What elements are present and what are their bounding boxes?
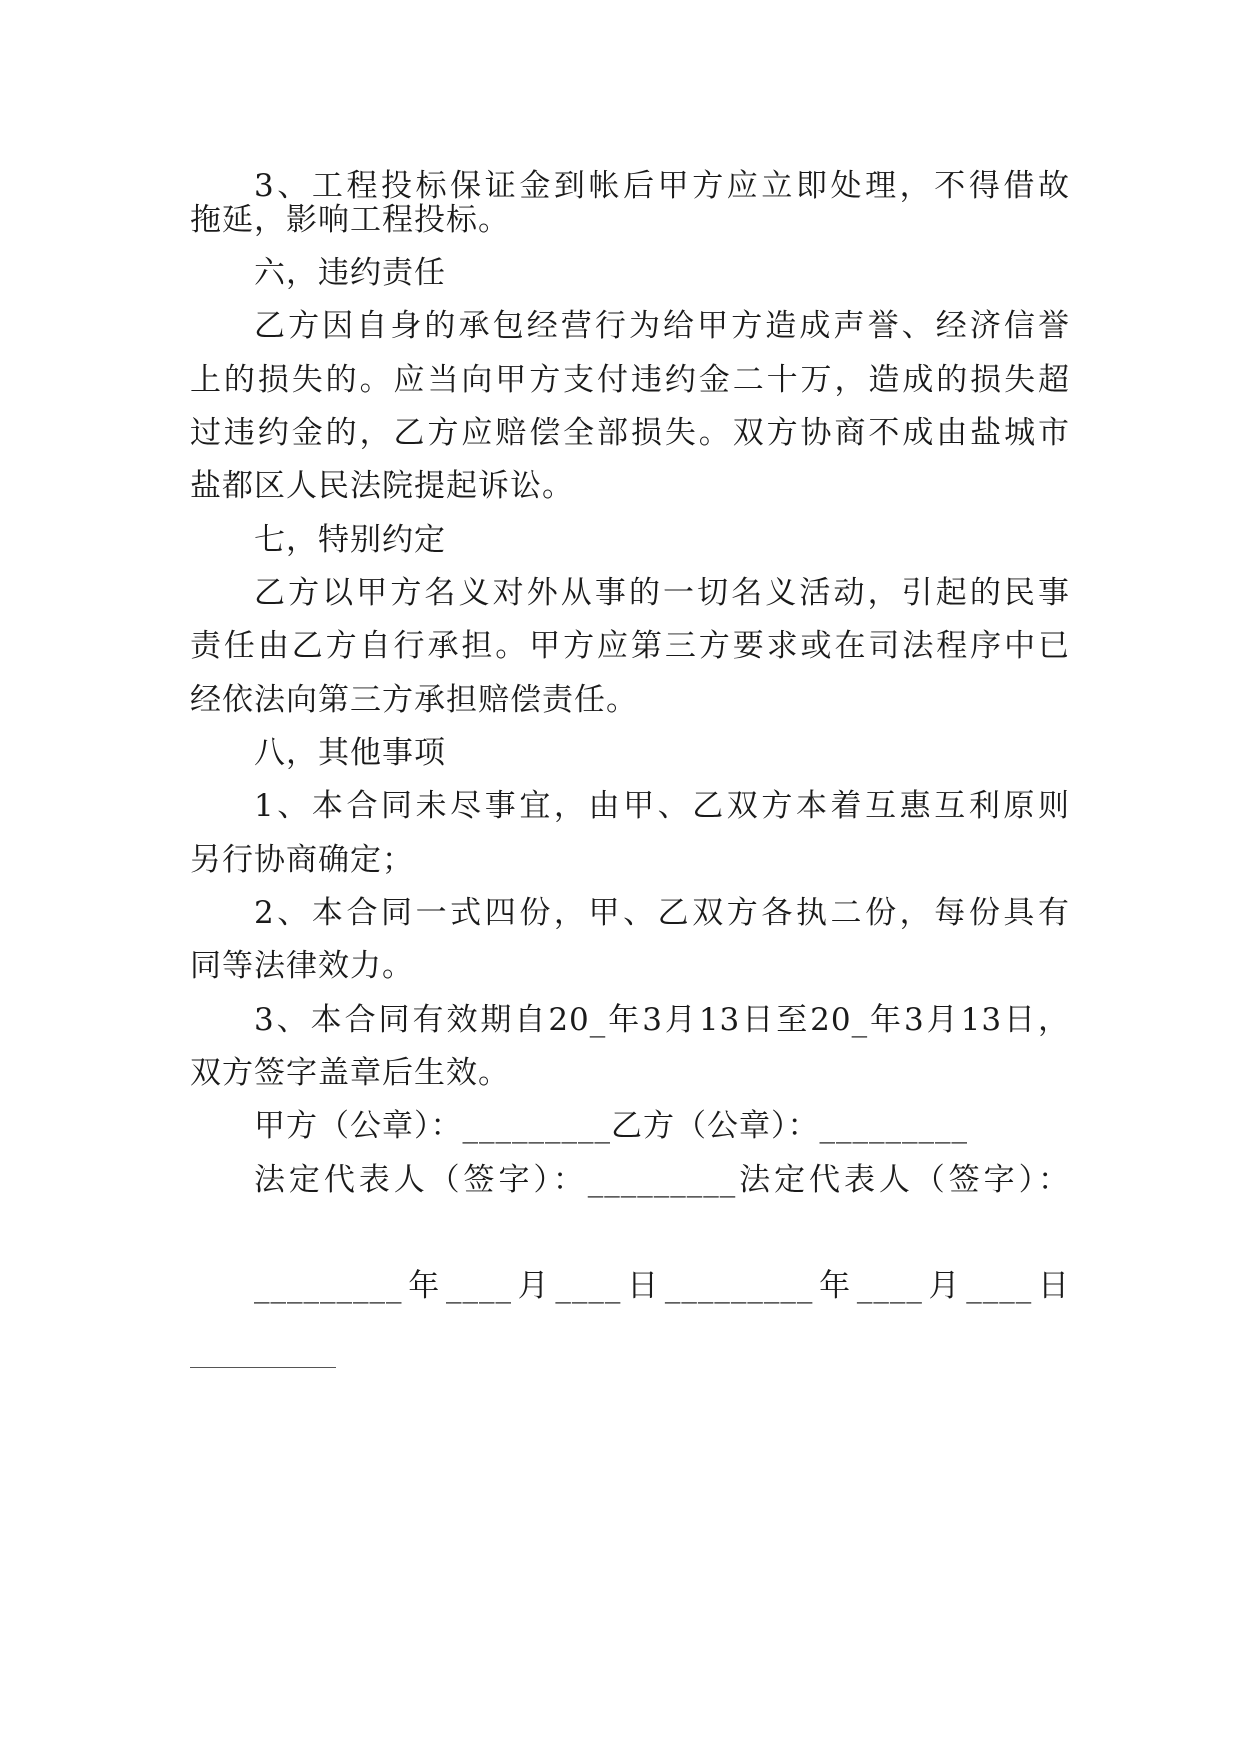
paragraph-line: 双方签字盖章后生效。 <box>190 1055 510 1091</box>
section-heading: 八，其他事项 <box>254 735 446 771</box>
paragraph-line: 另行协商确定； <box>190 842 414 878</box>
paragraph-line: 盐都区人民法院提起诉讼。 <box>190 468 574 504</box>
paragraph-line: 乙方因自身的承包经营行为给甲方造成声誉、经济信誉 <box>254 308 1070 344</box>
signature-line: 法定代表人（签字）：_________法定代表人（签字）： <box>254 1162 1070 1198</box>
paragraph-line: 3、工程投标保证金到帐后甲方应立即处理，不得借故 <box>254 168 1070 204</box>
paragraph-line: 经依法向第三方承担赔偿责任。 <box>190 682 638 718</box>
paragraph-line: 乙方以甲方名义对外从事的一切名义活动，引起的民事 <box>254 575 1070 611</box>
paragraph-line: 上的损失的。应当向甲方支付违约金二十万，造成的损失超 <box>190 362 1070 398</box>
paragraph-line: 同等法律效力。 <box>190 948 414 984</box>
paragraph-line: 2、本合同一式四份，甲、乙双方各执二份，每份具有 <box>254 895 1070 931</box>
paragraph-line: 过违约金的，乙方应赔偿全部损失。双方协商不成由盐城市 <box>190 415 1070 451</box>
section-heading: 六，违约责任 <box>254 255 446 291</box>
date-line: _________年____月____日_________年____月____日 <box>254 1268 1070 1304</box>
paragraph-line: 拖延，影响工程投标。 <box>190 202 510 238</box>
signature-line: 甲方（公章）：_________乙方（公章）：_________ <box>254 1108 968 1144</box>
paragraph-line: 1、本合同未尽事宜，由甲、乙双方本着互惠互利原则 <box>254 788 1070 824</box>
signature-blank-rule <box>190 1367 336 1368</box>
section-heading: 七，特别约定 <box>254 522 446 558</box>
paragraph-line: 责任由乙方自行承担。甲方应第三方要求或在司法程序中已 <box>190 628 1070 664</box>
paragraph-line: 3、本合同有效期自20_年3月13日至20_年3月13日， <box>254 1002 1070 1038</box>
